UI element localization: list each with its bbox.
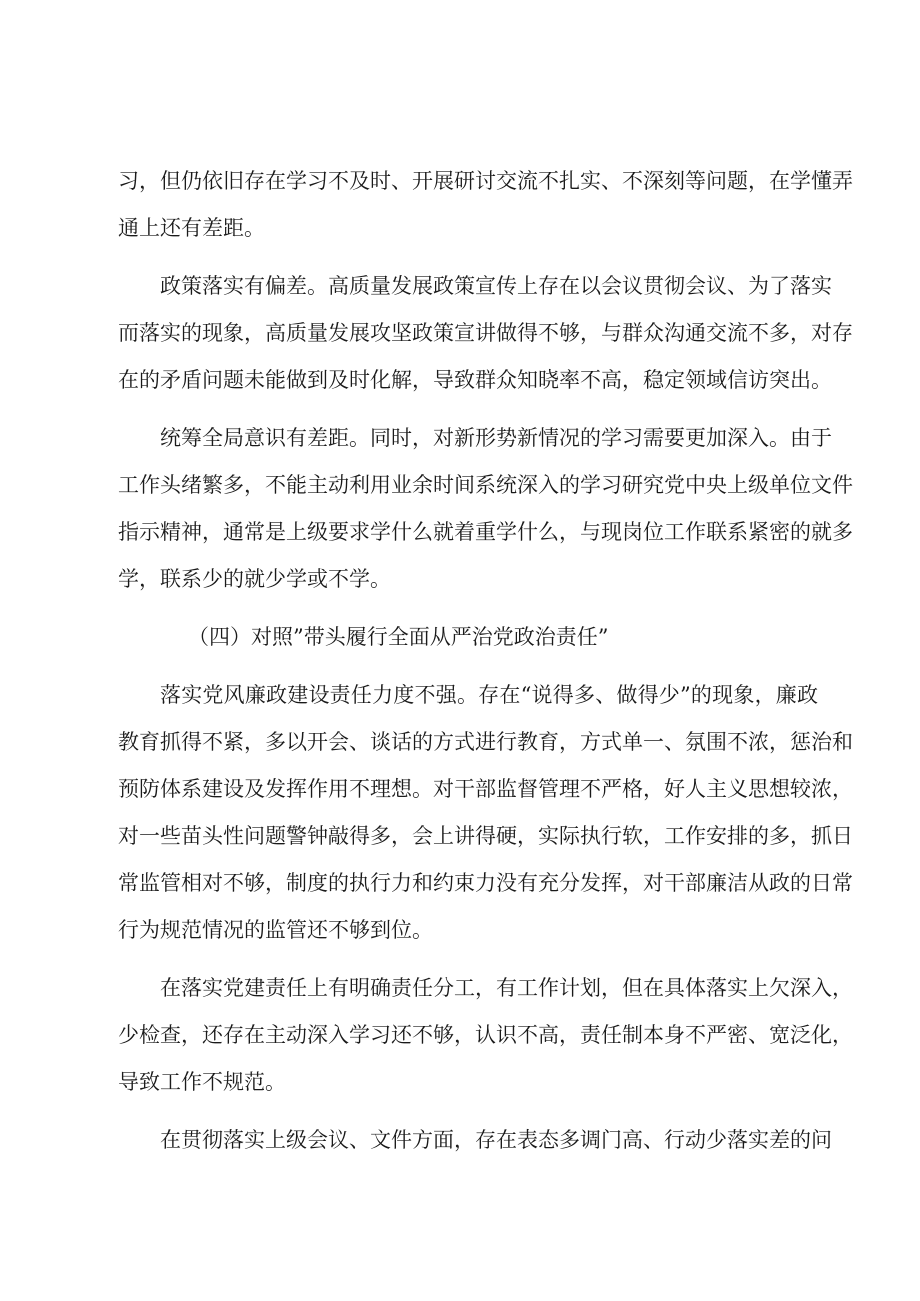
text-line: 通上还有差距。 (118, 216, 265, 240)
paragraph-p6 (118, 1117, 832, 1164)
text-line: 在贯彻落实上级会议、文件方面，存在表态多调门高、行动少落实差的问 (160, 1128, 832, 1152)
paragraph-p2 (118, 263, 853, 404)
text-line: 常监管相对不够，制度的执行力和约束力没有充分发挥，对干部廉洁从政的日常 (118, 871, 853, 895)
paragraph-p3 (118, 415, 853, 603)
text-line: 统筹全局意识有差距。同时，对新形势新情况的学习需要更加深入。由于 (160, 426, 832, 450)
text-line: 习，但仍依旧存在学习不及时、开展研讨交流不扎实、不深刻等问题，在学懂弄 (118, 169, 853, 193)
text-line: 教育抓得不紧，多以开会、谈话的方式进行教育，方式单一、氛围不浓，惩治和 (118, 730, 853, 754)
text-line: 指示精神，通常是上级要求学什么就着重学什么，与现岗位工作联系紧密的就多 (118, 520, 853, 544)
text-line: 而落实的现象，高质量发展攻坚政策宣讲做得不够，与群众沟通交流不多，对存 (118, 321, 853, 345)
paragraph-p5 (118, 965, 853, 1106)
text-line: 在落实党建责任上有明确责任分工，有工作计划，但在具体落实上欠深入， (160, 976, 853, 1000)
text-line: 政策落实有偏差。高质量发展政策宣传上存在以会议贯彻会议、为了落实 (160, 274, 832, 298)
paragraph-p1 (118, 158, 853, 252)
section-heading (118, 614, 818, 661)
text-line: 少检查，还存在主动深入学习还不够，认识不高，责任制本身不严密、宽泛化， (118, 1023, 853, 1047)
text-line: 学，联系少的就少学或不学。 (118, 567, 391, 591)
text-line: 落实党风廉政建设责任力度不强。存在“说得多、做得少”的现象，廉政 (160, 683, 818, 707)
paragraph-p4 (118, 672, 853, 954)
text-line: 预防体系建设及发挥作用不理想。对干部监督管理不严格，好人主义思想较浓， (118, 777, 853, 801)
text-line: 对一些苗头性问题警钟敲得多，会上讲得硬，实际执行软，工作安排的多，抓日 (118, 824, 853, 848)
text-line: 工作头绪繁多，不能主动利用业余时间系统深入的学习研究党中央上级单位文件 (118, 473, 853, 497)
text-line: 在的矛盾问题未能做到及时化解，导致群众知晓率不高，稳定领域信访突出。 (118, 368, 832, 392)
heading-line: （四）对照”带头履行全面从严治党政治责任” (188, 625, 609, 649)
text-line: 导致工作不规范。 (118, 1070, 286, 1094)
document-page (118, 158, 853, 1175)
text-line: 行为规范情况的监管还不够到位。 (118, 918, 433, 942)
